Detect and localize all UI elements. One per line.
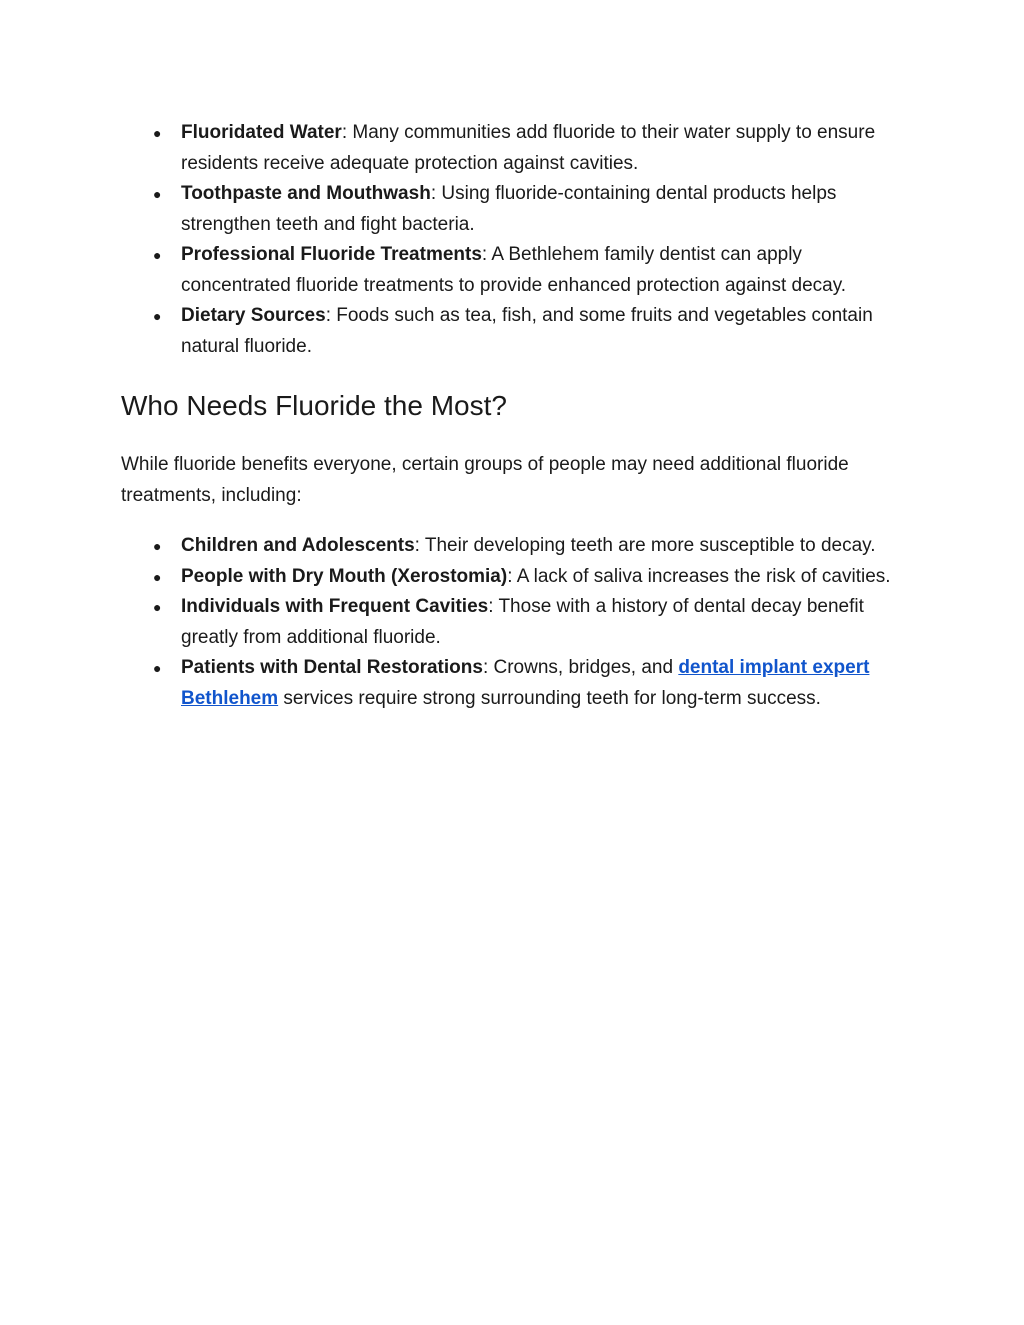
list-item-term: Patients with Dental Restorations — [181, 657, 483, 678]
fluoride-sources-list — [121, 118, 911, 362]
list-item-term: People with Dry Mouth (Xerostomia) — [181, 565, 508, 587]
list-item-term: Professional Fluoride Treatments — [181, 244, 482, 265]
list-item-text: services require strong surrounding teeth for long-term success. — [278, 687, 821, 709]
list-item-text: : Using fluoride-containing dental products helps strengthen teeth and fight bacteria. — [181, 183, 837, 235]
list-item-term: Children and Adolescents — [181, 535, 415, 556]
list-item-text: : Those with a history of dental decay benefit greatly from additional fluoride. — [181, 596, 864, 648]
list-item-term: Toothpaste and Mouthwash — [181, 183, 431, 204]
list-item-text: : Crowns, bridges, and — [482, 657, 679, 678]
section-heading: Who Needs Fluoride the Most? — [121, 390, 507, 421]
list-item — [121, 653, 911, 714]
bullet-icon: ● — [153, 538, 162, 554]
list-item — [121, 301, 911, 362]
list-item — [121, 179, 911, 240]
list-item-text: : Many communities add fluoride to their water supply to ensure residents receive adequate protection against cavities. — [181, 122, 876, 174]
list-item — [121, 592, 911, 653]
bullet-icon: ● — [153, 125, 162, 141]
list-item-term: Dietary Sources — [181, 305, 326, 326]
dental-implant-expert-link[interactable]: dental implant expert Bethlehem — [181, 657, 870, 709]
list-item — [121, 118, 911, 179]
intro-paragraph: While fluoride benefits everyone, certain groups of people may need additional fluoride treatments, including: — [121, 454, 849, 506]
list-item-text: : Foods such as tea, fish, and some fruits and vegetables contain natural fluoride. — [181, 305, 873, 357]
list-item-term: Fluoridated Water — [181, 122, 342, 143]
bullet-icon: ● — [153, 568, 162, 585]
bullet-icon: ● — [153, 599, 162, 615]
fluoride-groups-list — [121, 531, 911, 714]
bullet-icon: ● — [153, 308, 162, 324]
bullet-icon: ● — [153, 247, 162, 263]
list-item-term: Individuals with Frequent Cavities — [181, 596, 489, 617]
document-page — [121, 118, 911, 714]
list-item-text: : Their developing teeth are more susceptible to decay. — [414, 535, 876, 556]
list-item — [121, 531, 911, 562]
bullet-icon: ● — [153, 660, 162, 676]
list-item-text: : A Bethlehem family dentist can apply concentrated fluoride treatments to provide enhanced protection against decay. — [181, 244, 847, 296]
list-item — [121, 562, 911, 593]
list-item — [121, 240, 911, 301]
list-item-text: : A lack of saliva increases the risk of cavities. — [507, 565, 891, 587]
bullet-icon: ● — [153, 186, 162, 202]
